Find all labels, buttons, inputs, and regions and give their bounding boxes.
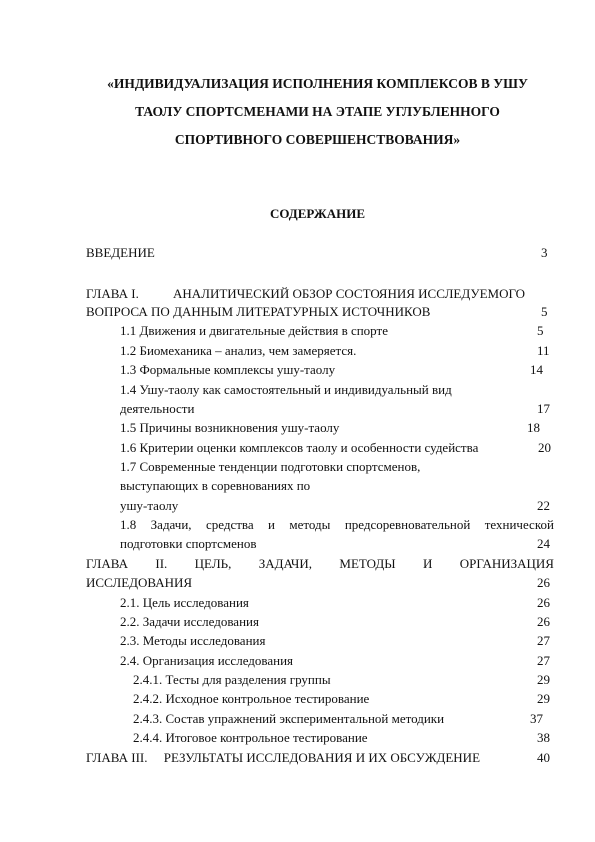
toc-s2-4-4-text: 2.4.4. Итоговое контрольное тестирование [133,730,368,745]
toc-s2-3-page: 27 [537,633,550,648]
toc-ch2-title-cont: ИССЛЕДОВАНИЯ [86,575,193,590]
toc-s1-8-word: средства [205,517,254,532]
document-title-line-2: ТАОЛУ СПОРТСМЕНАМИ НА ЭТАПЕ УГЛУБЛЕННОГО [135,104,500,119]
toc-s1-6-page: 20 [538,440,551,455]
document-title-line-1: «ИНДИВИДУАЛИЗАЦИЯ ИСПОЛНЕНИЯ КОМПЛЕКСОВ В УШУ [107,76,528,91]
toc-s1-2-page: 11 [537,343,550,358]
toc-s2-4-3-page: 37 [530,711,543,726]
toc-s1-7-text-cont: выступающих в соревнованиях по [120,478,311,493]
toc-ch1-label: ГЛАВА I. [86,286,139,301]
toc-s1-7-text-cont-2: ушу-таолу [120,498,179,513]
toc-s1-3-text: 1.3 Формальные комплексы ушу-таолу [120,362,336,377]
toc-s2-4-1-text: 2.4.1. Тесты для разделения группы [133,672,331,687]
toc-ch2-word: МЕТОДЫ [339,556,396,571]
toc-ch2-page: 26 [537,575,550,590]
toc-s1-7-text: 1.7 Современные тенденции подготовки спортсменов, [120,459,421,474]
toc-s2-4-3-text: 2.4.3. Состав упражнений экспериментальной методики [133,711,445,726]
toc-ch2-word: ОРГАНИЗАЦИЯ [459,556,554,571]
toc-s1-8-word: Задачи, [150,517,192,532]
toc-s1-8-word: и [268,517,276,532]
toc-s1-7-page: 22 [537,498,550,513]
toc-s1-5-page: 18 [527,420,540,435]
toc-intro-text: ВВЕДЕНИЕ [86,245,155,260]
toc-s1-8-word: 1.8 [120,517,137,532]
toc-ch2-word: И [422,556,433,571]
toc-s1-8-word: технической [484,517,554,532]
toc-s2-4-2-text: 2.4.2. Исходное контрольное тестирование [133,691,370,706]
toc-ch2-title [86,556,554,572]
toc-ch2-word: ЗАДАЧИ, [258,556,313,571]
toc-ch1-page: 5 [541,304,548,319]
toc-s2-3-text: 2.3. Методы исследования [120,633,266,648]
toc-s2-1-text: 2.1. Цель исследования [120,595,249,610]
document-title-line-3: СПОРТИВНОГО СОВЕРШЕНСТВОВАНИЯ» [174,132,461,147]
toc-s2-4-1-page: 29 [537,672,550,687]
toc-s1-1-page: 5 [537,323,544,338]
toc-s1-4-page: 17 [537,401,550,416]
toc-s1-6-text: 1.6 Критерии оценки комплексов таолу и особенности судейства [120,440,479,455]
toc-intro-page: 3 [541,245,548,260]
toc-ch1-title: АНАЛИТИЧЕСКИЙ ОБЗОР СОСТОЯНИЯ ИССЛЕДУЕМОГО [173,286,526,301]
toc-s2-4-page: 27 [537,653,550,668]
toc-s1-4-text: 1.4 Ушу-таолу как самостоятельный и индивидуальный вид [120,382,452,397]
toc-ch2-word: ГЛАВА [86,556,128,571]
toc-s1-2-text: 1.2 Биомеханика – анализ, чем замеряется. [120,343,357,358]
toc-s1-8-word: предсоревновательной [344,517,471,532]
toc-ch3-page: 40 [537,750,550,765]
toc-s2-2-text: 2.2. Задачи исследования [120,614,259,629]
contents-heading: СОДЕРЖАНИЕ [269,206,366,221]
toc-s2-4-text: 2.4. Организация исследования [120,653,294,668]
toc-ch1-title-cont: ВОПРОСА ПО ДАННЫМ ЛИТЕРАТУРНЫХ ИСТОЧНИКОВ [86,304,431,319]
toc-s1-8-word: методы [289,517,331,532]
toc-s2-1-page: 26 [537,595,550,610]
toc-s2-4-4-page: 38 [537,730,550,745]
toc-s1-5-text: 1.5 Причины возникновения ушу-таолу [120,420,340,435]
toc-s2-4-2-page: 29 [537,691,550,706]
toc-s1-8-text [120,517,554,533]
toc-ch3-text: ГЛАВА III. РЕЗУЛЬТАТЫ ИССЛЕДОВАНИЯ И ИХ ОБСУЖДЕНИЕ [86,750,481,765]
toc-s1-3-page: 14 [530,362,543,377]
toc-s2-2-page: 26 [537,614,550,629]
toc-s1-8-text-cont: подготовки спортсменов [120,536,257,551]
toc-s1-4-text-cont: деятельности [120,401,195,416]
toc-s1-1-text: 1.1 Движения и двигательные действия в спорте [120,323,388,338]
toc-ch2-word: II. [155,556,168,571]
toc-ch2-word: ЦЕЛЬ, [194,556,232,571]
toc-s1-8-page: 24 [537,536,550,551]
